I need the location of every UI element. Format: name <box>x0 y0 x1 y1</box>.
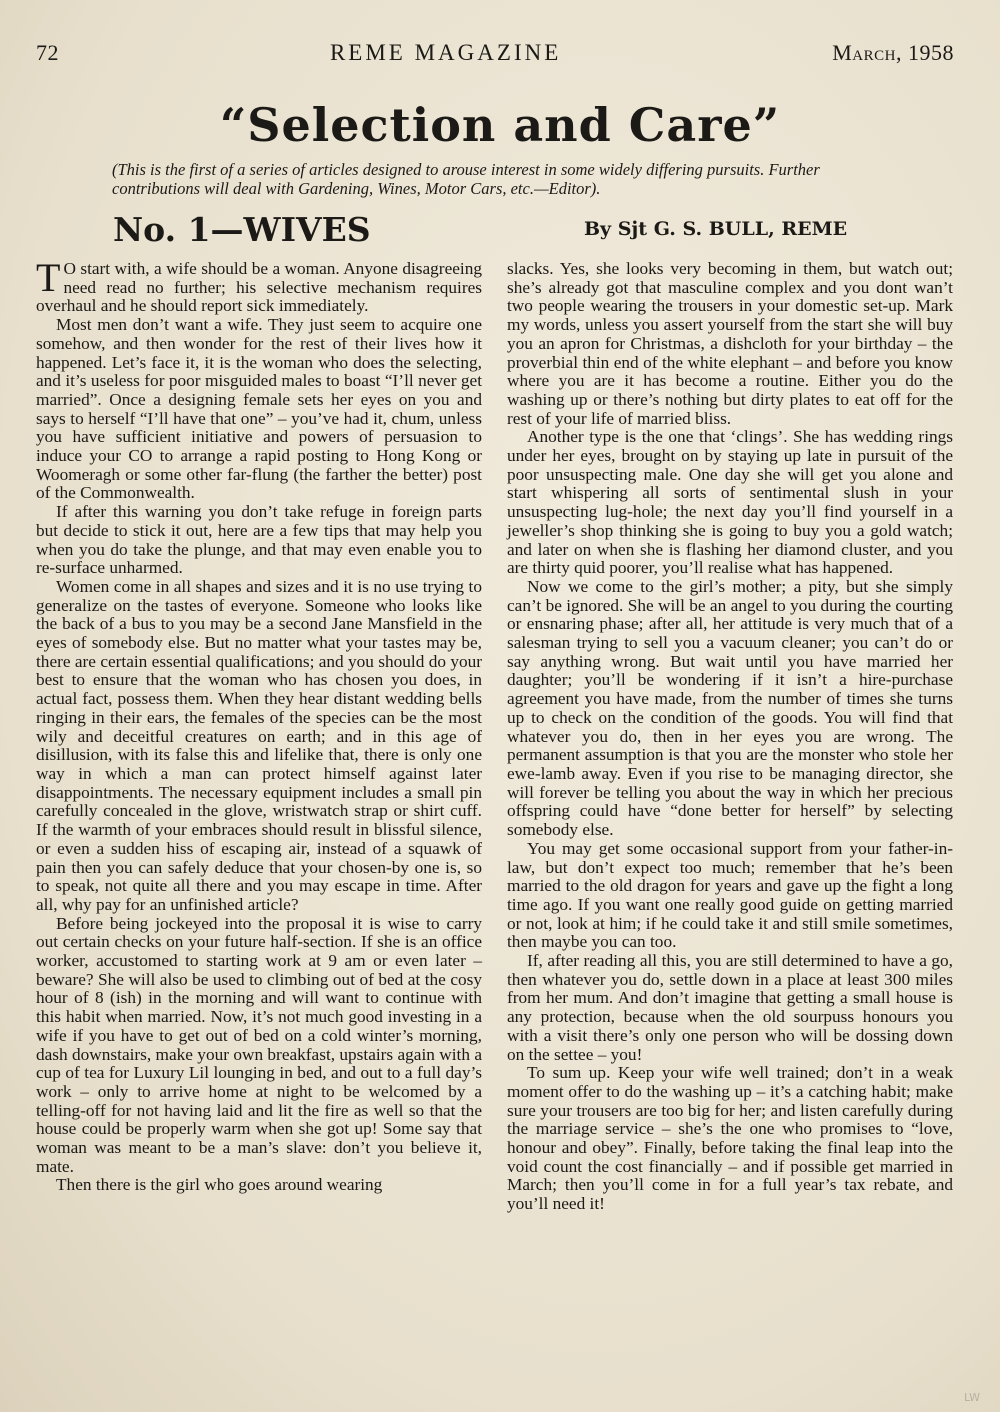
right-column <box>507 260 953 1214</box>
paragraph: Most men don’t want a wife. They just seem to acquire one somehow, and then wonder for the rest of their lives how it happened. Let’s face it, it is the woman who does the selecting, and it’s useless for poor misguided males to boast “I’ll never get married”. Once a designing female sets her eyes on you and says to herself “I’ll have that one” – you’ve had it, chum, unless you have sufficient initiative and powers of persuasion to induce your CO to arrange a rapid posting to Hong Kong or Woomeragh or some other far-flung (the farther the better) post of the Commonwealth. <box>36 315 482 503</box>
paragraph: If, after reading all this, you are still determined to have a go, then whatever you do, settle down in a place at least 300 miles from her mum. And don’t imagine that getting a small house is any protection, because when the old sourpuss honours you with a visit there’s only one person who will be dossing down on the settee – you! <box>507 951 953 1064</box>
paragraph-text: O start with, a wife should be a woman. Anyone disagreeing need read no further; his selective mechanism requires overhaul and he should report sick immediately. <box>36 259 482 316</box>
issue-date: March, 1958 <box>832 40 954 65</box>
article-title: “Selection and Care” <box>219 98 781 152</box>
paragraph: You may get some occasional support from your father-in-law, but don’t expect too much; remember that he’s been married to the old dragon for years and gave up the fight a long time ago. If you want one really good guide on getting married or not, look at him; if he could take it and still smile sometimes, then maybe you can too. <box>507 838 953 952</box>
paragraph <box>36 255 482 316</box>
byline: By Sjt G. S. BULL, REME <box>584 218 848 240</box>
paragraph: Another type is the one that ‘clings’. She has wedding rings under her eyes, brought on by staying up late in pursuit of the poor unsuspecting male. One day she will get you alone and start whispering all sorts of sentimental slush in your unsuspecting lug-hole; the next day you’ll find yourself in a jeweller’s shop thinking she is going to buy you a gold watch; and later on when she is flashing her diamond cluster, and you are thirty quid poorer, you’ll realise what has happened. <box>507 427 953 578</box>
paragraph: Women come in all shapes and sizes and it is no use trying to generalize on the tastes of everyone. Someone who looks like the back of a bus to you may be a second Jane Mansfield in the eyes of somebody else. But no matter what your tastes may be, there are certain essential qualifications; and you should do your best to ensure that the woman who has chosen you does, in actual fact, possess them. When they hear distant wedding bells ringing in their ears, the females of the species can be the most wily and deceitful creatures on earth; and in this age of disillusion, with its false this and lifelike that, there is only one way in which a man can protect himself against later disappointments. The necessary equipment includes a small pin carefully concealed in the glove, wristwatch strap or shirt cuff. If the warmth of your embraces should result in blissful silence, or even a sudden hiss of escaping air, instead of a squawk of pain then you can safely deduce that your chosen-by one is, so to speak, not quite all there and you may escape in time. After all, why pay for an unfinished article? <box>36 576 482 914</box>
paragraph: If after this warning you don’t take refuge in foreign parts but decide to stick it out, here are a few tips that may help you when you do take the plunge, and that may even enable you to re-surface unharmed. <box>36 502 482 578</box>
paragraph: Before being jockeyed into the proposal it is wise to carry out certain checks on your future half-section. If she is an office worker, accustomed to starting work at 9 am or even later – beware? She will also be used to climbing out of bed at the cosy hour of 8 (ish) in the morning and will want to continue with this habit when married. Now, it’s not much good investing in a wife if you have to get out of bed on a cold winter’s morning, dash downstairs, make your own breakfast, upstairs again with a cup of tea for Luxury Lil lounging in bed, and out to a full day’s work – only to arrive home at night to be welcomed by a telling-off for not having laid and lit the fire as well so that the house could be properly warm when she got up! Some say that woman was meant to be a man’s slave: don’t you believe it, mate. <box>36 913 482 1176</box>
paragraph: Then there is the girl who goes around wearing <box>56 1175 383 1195</box>
paragraph: slacks. Yes, she looks very becoming in them, but watch out; she’s already got that masculine complex and you dont wan’t two people wearing the trousers in your domestic set-up. Mark my words, unless you assert yourself from the start she will buy you an apron for Christmas, a dishcloth for your birthday – the proverbial thin end of the white elephant – and before you know where you are it has become a routine. Either you do the washing up or there’s nothing but dirty plates to eat off for the rest of your life of married bliss. <box>507 259 953 428</box>
corner-watermark: LW <box>964 1391 980 1404</box>
article-subtitle: No. 1—WIVES <box>113 210 371 249</box>
page-header <box>36 40 954 66</box>
paragraph: Now we come to the girl’s mother; a pity, but she simply can’t be ignored. She will be an angel to you during the courting or ensnaring phase; after all, her attitude is very much that of a salesman trying to sell you a vacuum cleaner; you can’t do or say anything wrong. But wait until you have married her daughter; you’ll be wondering if it isn’t a hire-purchase agreement you have made, from the number of times she turns up to check on the condition of the goods. You will find that whatever you do, then in her eyes you are wrong. The permanent assumption is that you are the monster who stole her ewe-lamb away. Even if you rise to be managing director, she will forever be telling you about the way in which her precious offspring could have “done better for herself” by selecting somebody else. <box>507 576 953 840</box>
left-column <box>36 255 482 1195</box>
paragraph: To sum up. Keep your wife well trained; don’t in a weak moment offer to do the washing up – it’s a catching habit; make sure your trousers are too big for her; and listen carefully during the marriage service – she’s the one who promises to “love, honour and obey”. Finally, before taking the final leap into the void count the cost financially – and if possible get married in March; then you’ll come in for a full year’s tax rebate, and you’ll need it! <box>507 1063 953 1214</box>
page-number: 72 <box>36 40 59 65</box>
magazine-name: REME MAGAZINE <box>329 40 562 65</box>
drop-cap: T <box>36 255 61 300</box>
editor-note: (This is the first of a series of articles designed to arouse interest in some widely differing pursuits. Further contributions will deal with Gardening, Wines, Motor Cars, etc.—Editor). <box>112 160 820 198</box>
